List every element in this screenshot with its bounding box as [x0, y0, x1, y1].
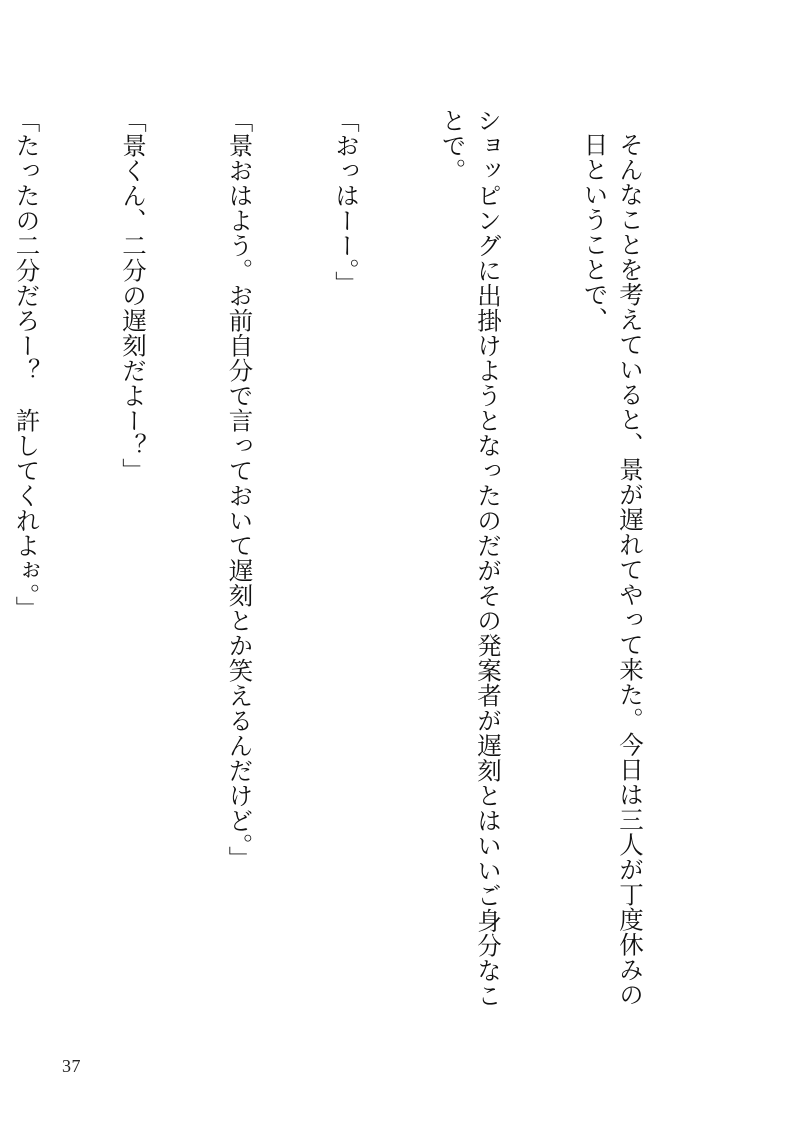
narration-line: ショッピングに出掛けようとなったのだがその発案者が遅刻とはいいご身分なことで。 — [438, 108, 503, 1008]
dialogue-line: 「景おはよう。お前自分で言っておいて遅刻とか笑えるんだけど。」 — [225, 108, 255, 871]
page-number: 37 — [62, 1056, 81, 1076]
narration-line: そんなことを考えていると、景が遅れてやって来た。今日は三人が丁度休みの日ということで、 — [580, 132, 645, 1007]
dialogue-line: 「景くん、二分の遅刻だよー？」 — [119, 108, 148, 483]
dialogue-line: 「たったの二分だろー？ 許してくれよぉ。」 — [12, 108, 42, 621]
vertical-text-body — [0, 108, 719, 1008]
dialogue-line: 「おっはーー。」 — [332, 108, 361, 296]
